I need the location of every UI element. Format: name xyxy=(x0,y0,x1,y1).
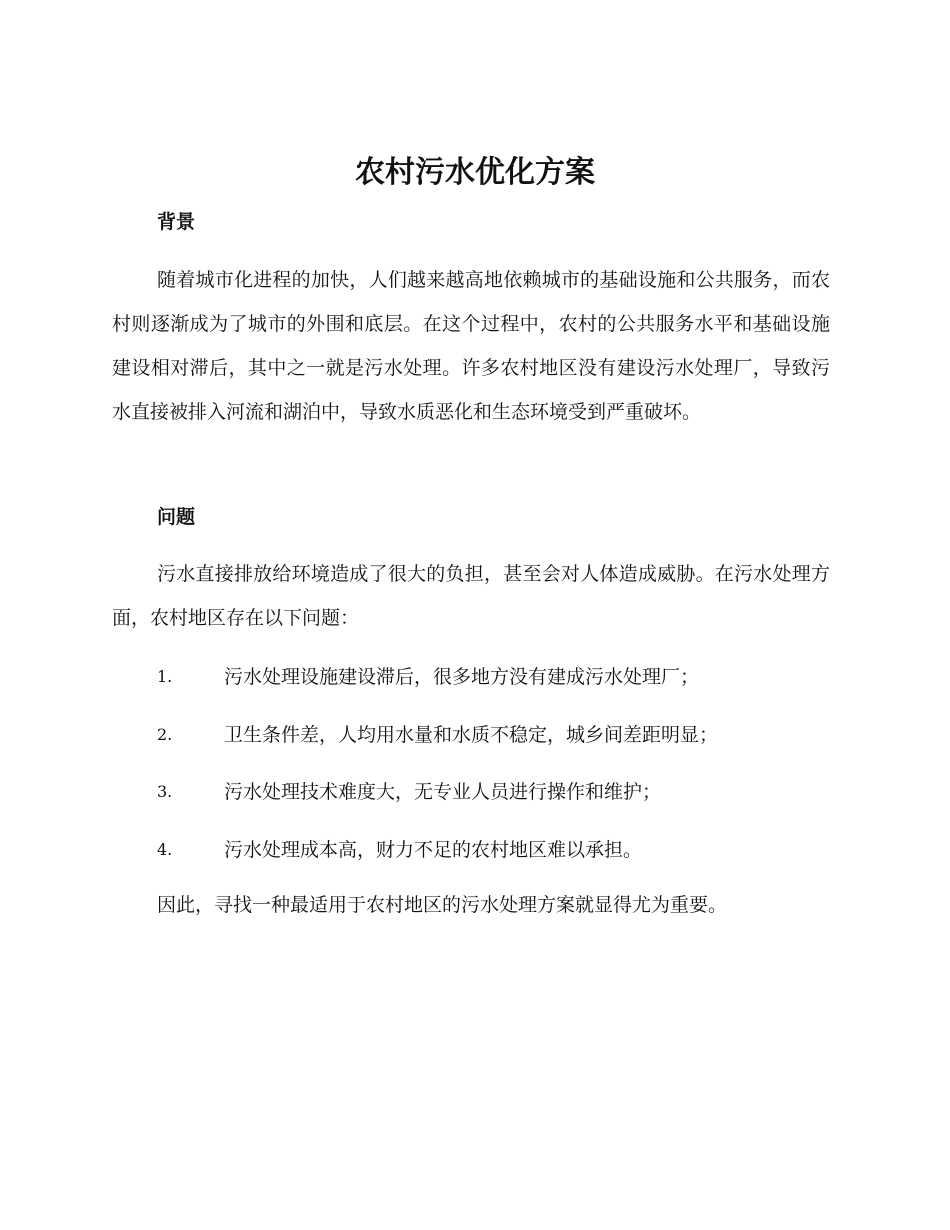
list-item-text: 污水处理成本高，财力不足的农村地区难以承担。 xyxy=(224,838,643,861)
section-heading-problems: 问题 xyxy=(157,506,196,528)
problem-list xyxy=(157,656,837,886)
list-item-text: 污水处理设施建设滞后，很多地方没有建成污水处理厂； xyxy=(224,666,700,688)
closing-paragraph: 因此，寻找一种最适用于农村地区的污水处理方案就显得尤为重要。 xyxy=(157,894,728,916)
list-item xyxy=(157,656,837,714)
list-item-text: 污水处理技术难度大，无专业人员进行操作和维护； xyxy=(224,781,662,803)
list-item-number: 1. xyxy=(157,667,173,686)
paragraph-background: 随着城市化进程的加快，人们越来越高地依赖城市的基础设施和公共服务，而农村则逐渐成为了城市的外围和底层。在这个过程中，农村的公共服务水平和基础设施建设相对滞后，其中之一就是污水处理。许多农村地区没有建设污水处理厂，导致污水直接被排入河流和湖泊中，导致水质恶化和生态环境受到严重破坏。 xyxy=(112,269,830,423)
list-item-number: 3. xyxy=(157,782,173,801)
list-item-number: 4. xyxy=(157,839,173,859)
section-heading-background: 背景 xyxy=(157,211,196,233)
list-item-number: 2. xyxy=(157,724,173,744)
list-item xyxy=(157,829,837,887)
document-title: 农村污水优化方案 xyxy=(355,155,595,190)
list-item xyxy=(157,714,837,772)
list-item xyxy=(157,771,837,829)
list-item-text: 卫生条件差，人均用水量和水质不稳定，城乡间差距明显； xyxy=(224,723,719,746)
paragraph-problems: 污水直接排放给环境造成了很大的负担，甚至会对人体造成威胁。在污水处理方面，农村地区存在以下问题： xyxy=(112,563,830,629)
